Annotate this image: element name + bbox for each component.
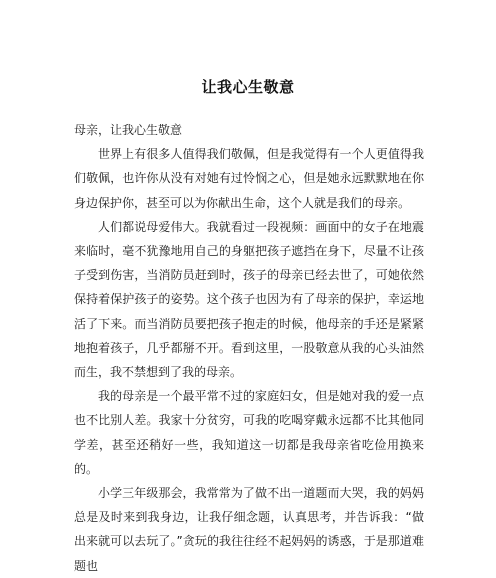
article-paragraph: 小学三年级那会，我常常为了做不出一道题而大哭，我的妈妈总是及时来到我身边，让我仔细念题，认真思考，并告诉我：“做出来就可以去玩了。”贪玩的我往往经不起妈妈的诱惑，于是那道难题也 (74, 486, 424, 573)
article-paragraph: 母亲，让我心生敬意 (74, 123, 183, 137)
article-body (74, 118, 424, 578)
article-title: 让我心生敬意 (201, 78, 295, 96)
article-paragraph: 人们都说母爱伟大。我就看过一段视频：画面中的女子在地震来临时，毫不犹豫地用自己的身躯把孩子遮挡在身下，尽量不让孩子受到伤害，当消防员赶到时，孩子的母亲已经去世了，可她依然保持着保护孩子的姿势。这个孩子也因为有了母亲的保护，幸运地活了下来。而当消防员要把孩子抱走的时候，他母亲的手还是紧紧地抱着孩子，几乎都掰不开。看到这里，一股敬意从我的心头油然而生，我不禁想到了我的母亲。 (74, 219, 424, 380)
article-paragraph: 我的母亲是一个最平常不过的家庭妇女，但是她对我的爱一点也不比别人差。我家十分贫穷，可我的吃喝穿戴永远都不比其他同学差，甚至还稍好一些，我知道这一切都是我母亲省吃俭用换来的。 (74, 389, 424, 476)
article-paragraph: 世界上有很多人值得我们敬佩，但是我觉得有一个人更值得我们敬佩，也许你从没有对她有过怜悯之心，但是她永远默默地在你身边保护你，甚至可以为你献出生命，这个人就是我们的母亲。 (74, 147, 424, 210)
